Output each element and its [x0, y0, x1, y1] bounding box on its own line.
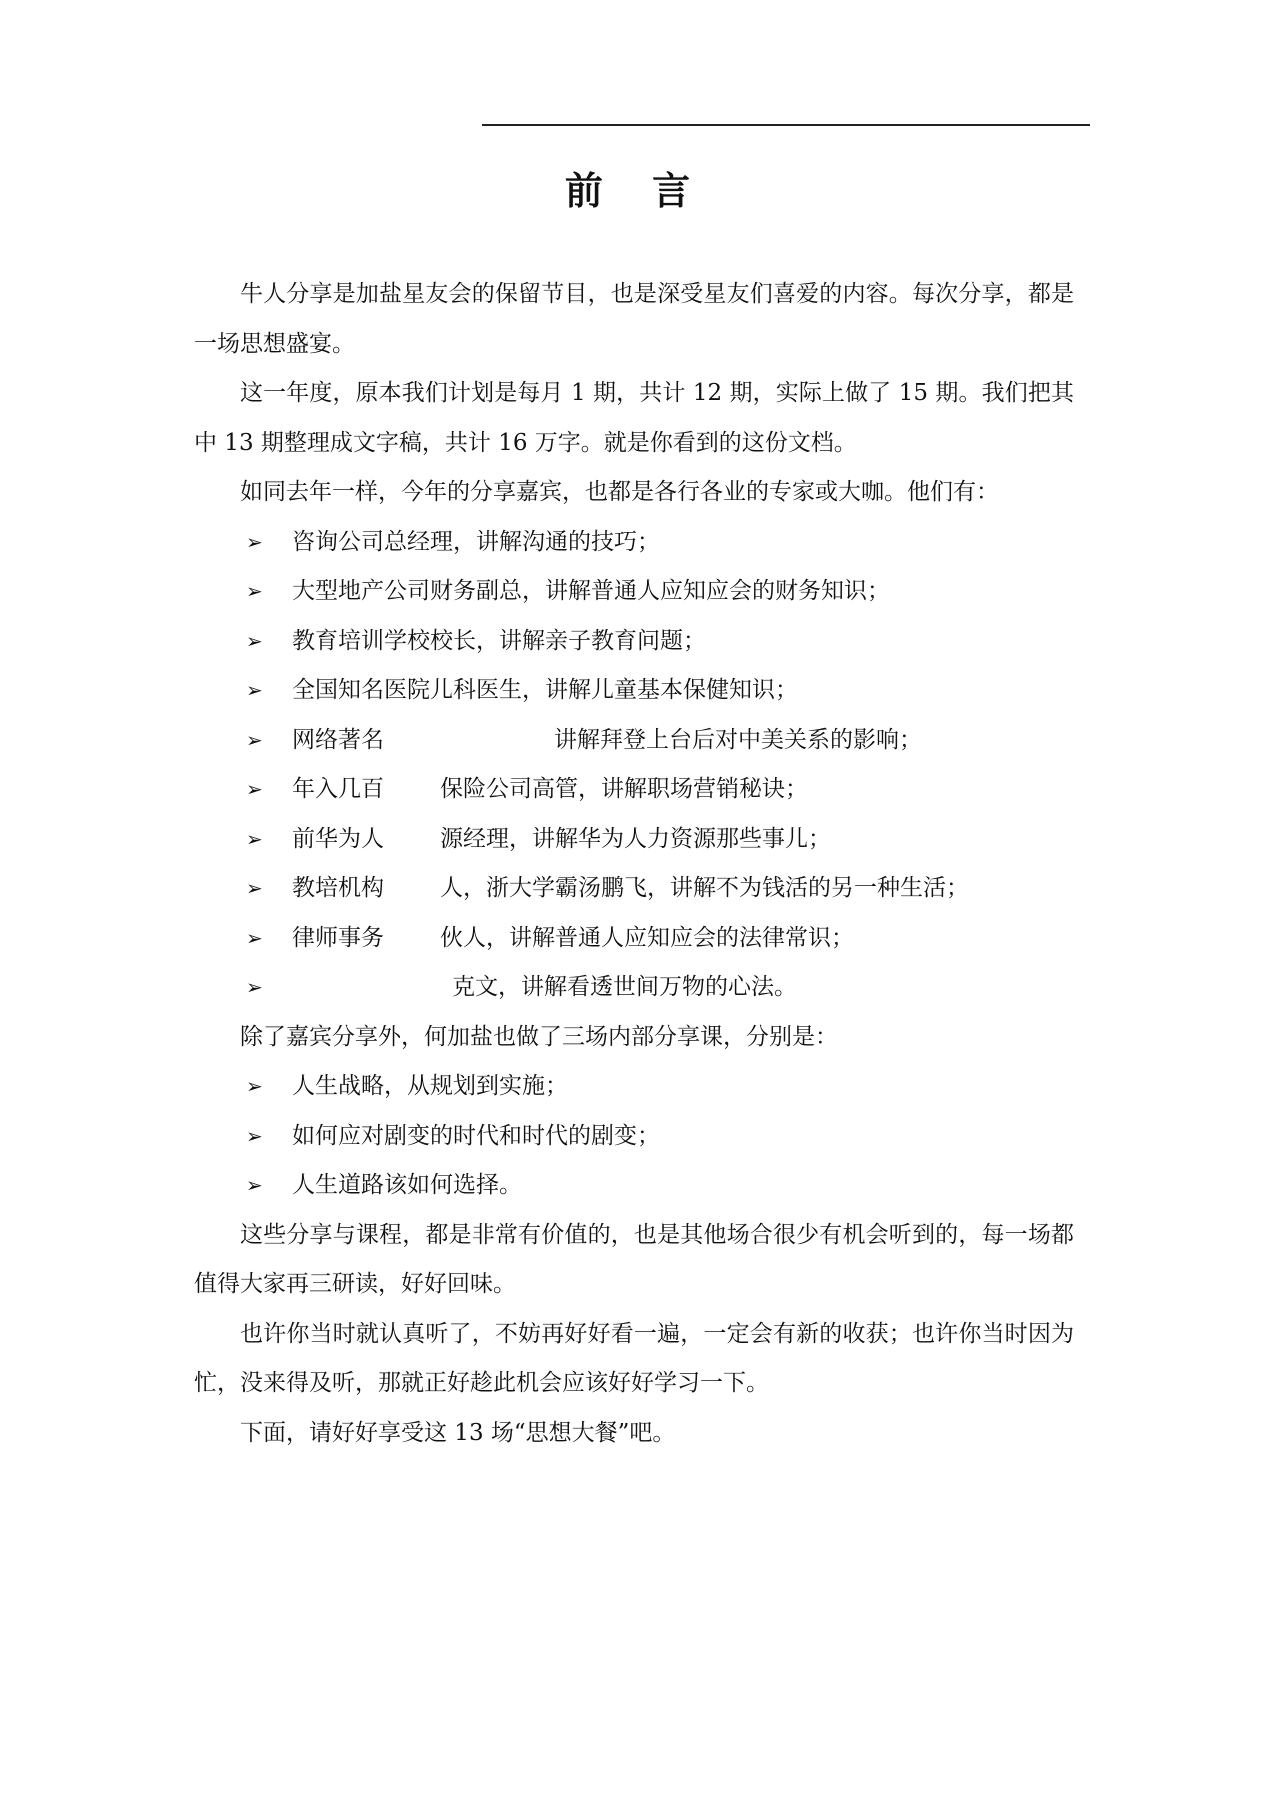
- paragraph-closing: 下面，请好好享受这 13 场“思想大餐”吧。: [240, 1419, 676, 1446]
- paragraph-courses-intro: 除了嘉宾分享外，何加盐也做了三场内部分享课，分别是：: [240, 1023, 838, 1050]
- list-item-text-a: 前华为人: [292, 825, 384, 852]
- list-item: [194, 1062, 1074, 1112]
- list-item: [194, 1112, 1074, 1162]
- list-item-text-a: 律师事务: [292, 924, 384, 951]
- list-item-text-b: 人，浙大学霸汤鹏飞，讲解不为钱活的另一种生活；: [440, 875, 969, 901]
- header-rule: [482, 124, 1090, 126]
- list-item-text: 人生道路该如何选择。: [292, 1172, 522, 1198]
- list-item-text: 克文，讲解看透世间万物的心法。: [452, 974, 797, 1000]
- arrow-bullet-icon: ➢: [246, 579, 263, 603]
- arrow-bullet-icon: ➢: [246, 1074, 263, 1098]
- arrow-bullet-icon: ➢: [246, 876, 263, 900]
- list-item: [194, 567, 1074, 617]
- course-list: [194, 1062, 1074, 1211]
- list-item: [194, 666, 1074, 716]
- paragraph-value: 这些分享与课程，都是非常有价值的，也是其他场合很少有机会听到的，每一场都值得大家再三研读，好好回味。: [194, 1221, 1074, 1297]
- paragraph-guests-intro: 如同去年一样，今年的分享嘉宾，也都是各行各业的专家或大咖。他们有：: [240, 479, 999, 505]
- arrow-bullet-icon: ➢: [246, 925, 263, 950]
- arrow-bullet-icon: ➢: [246, 727, 263, 752]
- list-item: [194, 617, 1074, 667]
- list-item-text-a: 网络著名: [292, 726, 384, 753]
- paragraph-intro: 牛人分享是加盐星友会的保留节目，也是深受星友们喜爱的内容。每次分享，都是一场思想盛宴。: [194, 281, 1074, 357]
- arrow-bullet-icon: ➢: [246, 975, 263, 999]
- page-title: 前 言: [564, 169, 709, 213]
- list-item-text: 全国知名医院儿科医生，讲解儿童基本保健知识；: [292, 677, 798, 703]
- paragraph-schedule: 这一年度，原本我们计划是每月 1 期，共计 12 期，实际上做了 15 期。我们把其中 13 期整理成文字稿，共计 16 万字。就是你看到的这份文档。: [194, 380, 1074, 456]
- list-item: [194, 716, 1074, 766]
- arrow-bullet-icon: ➢: [246, 628, 263, 653]
- list-item-text-b: 讲解拜登上台后对中美关系的影响；: [554, 726, 922, 753]
- list-item-text-b: 源经理，讲解华为人力资源那些事儿；: [440, 825, 831, 852]
- arrow-bullet-icon: ➢: [246, 1173, 263, 1197]
- list-item-text: 教育培训学校校长，讲解亲子教育问题；: [292, 627, 706, 654]
- list-item: [194, 864, 1074, 914]
- list-item-text: 大型地产公司财务副总，讲解普通人应知应会的财务知识；: [292, 578, 890, 604]
- list-item-text-a: 年入几百: [292, 776, 384, 802]
- paragraph-review: 也许你当时就认真听了，不妨再好好看一遍，一定会有新的收获；也许你当时因为忙，没来得及听，那就正好趁此机会应该好好学习一下。: [194, 1320, 1074, 1396]
- list-item: [194, 1161, 1074, 1211]
- list-item-text-b: 保险公司高管，讲解职场营销秘诀；: [440, 776, 808, 802]
- list-item: [194, 963, 1074, 1013]
- document-body: [194, 270, 1074, 1458]
- arrow-bullet-icon: ➢: [246, 777, 263, 801]
- list-item-text: 人生战略，从规划到实施；: [292, 1073, 568, 1099]
- arrow-bullet-icon: ➢: [246, 1123, 263, 1148]
- list-item-text-a: 教培机构: [292, 875, 384, 901]
- guest-list: [194, 518, 1074, 1013]
- arrow-bullet-icon: ➢: [246, 678, 263, 702]
- list-item-text: 如何应对剧变的时代和时代的剧变；: [292, 1122, 660, 1149]
- list-item: [194, 518, 1074, 568]
- list-item-text-b: 伙人，讲解普通人应知应会的法律常识；: [440, 924, 854, 951]
- list-item: [194, 765, 1074, 815]
- list-item: [194, 815, 1074, 865]
- list-item-text: 咨询公司总经理，讲解沟通的技巧；: [292, 528, 660, 555]
- arrow-bullet-icon: ➢: [246, 826, 263, 851]
- list-item: [194, 914, 1074, 964]
- arrow-bullet-icon: ➢: [246, 529, 263, 554]
